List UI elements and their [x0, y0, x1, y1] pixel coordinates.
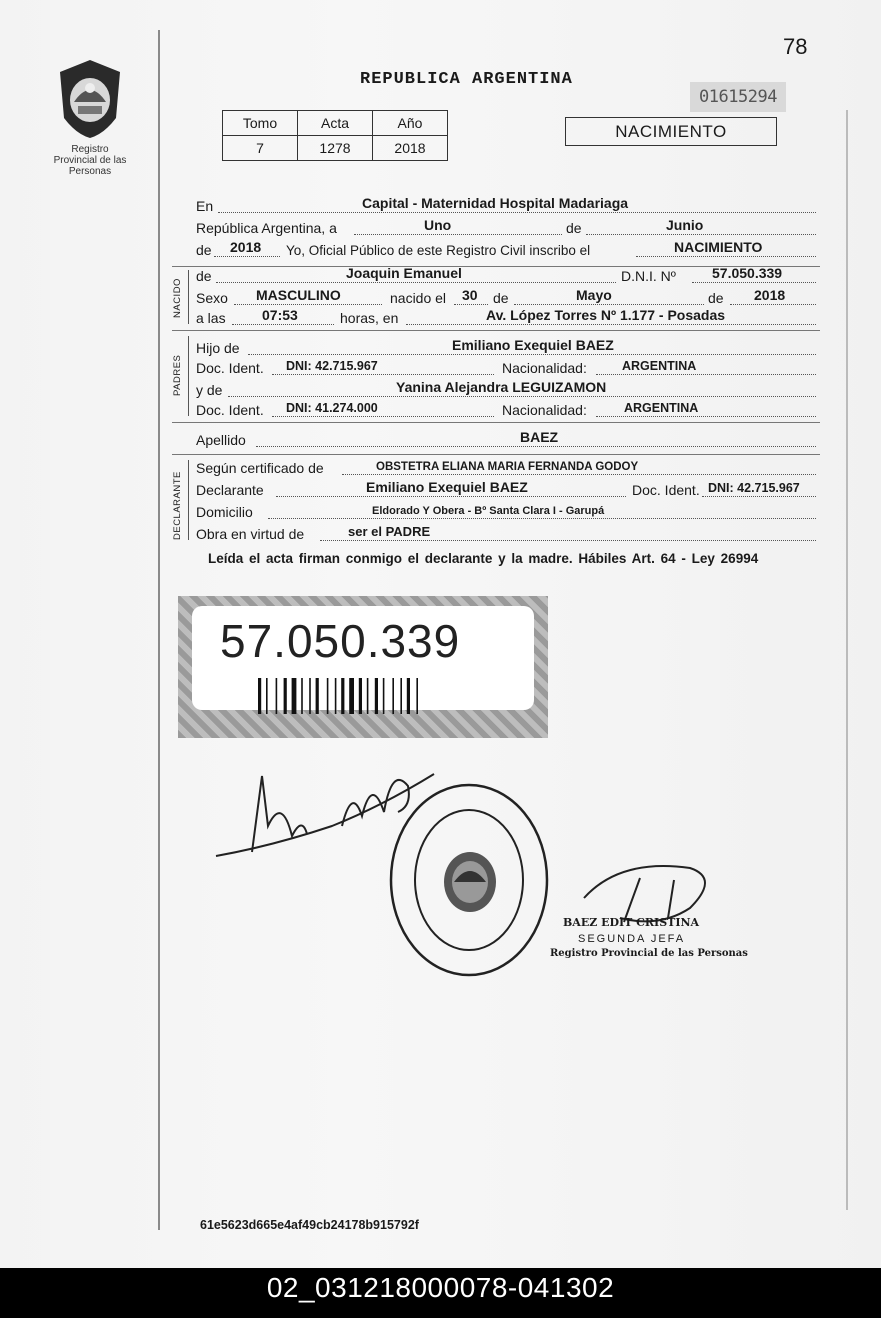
- registry-header-row: [223, 111, 448, 136]
- date-de-label: de: [566, 220, 582, 236]
- father-nationality-value: ARGENTINA: [622, 359, 697, 373]
- obra-label: Obra en virtud de: [196, 526, 305, 542]
- year-de-label: de: [196, 242, 212, 258]
- birth-year-de-label: de: [708, 290, 724, 306]
- child-name-value: Joaquin Emanuel: [346, 265, 462, 281]
- certificado-line: [196, 458, 816, 478]
- birth-year-value: 2018: [754, 287, 786, 303]
- separator: [172, 330, 820, 331]
- domicilio-label: Domicilio: [196, 504, 253, 520]
- country-title: REPUBLICA ARGENTINA: [360, 70, 573, 89]
- padres-bracket: [188, 336, 189, 416]
- birth-place-value: Av. López Torres Nº 1.177 - Posadas: [486, 307, 726, 323]
- birth-de-label: de: [493, 290, 509, 306]
- nacido-bracket: [188, 270, 189, 324]
- certificado-label: Según certificado de: [196, 460, 324, 476]
- domicilio-value: Eldorado Y Obera - Bº Santa Clara I - Garupá: [372, 505, 605, 517]
- padres-side-label: PADRES: [172, 354, 183, 396]
- father-name-value: Emiliano Exequiel BAEZ: [452, 337, 614, 353]
- id-sticker: [178, 596, 548, 738]
- child-dni-value: 57.050.339: [712, 265, 783, 281]
- obra-value: ser el PADRE: [348, 524, 431, 539]
- acta-header: Acta: [298, 111, 373, 136]
- apellido-line: [196, 430, 816, 450]
- province-logo: [50, 58, 130, 177]
- official-seal-icon: [388, 782, 550, 978]
- acta-type-box: NACIMIENTO: [565, 117, 777, 146]
- nacido-el-label: nacido el: [390, 290, 447, 306]
- id-sticker-number: 57.050.339: [220, 615, 461, 667]
- apellido-label: Apellido: [196, 432, 246, 448]
- father-doc-label: Doc. Ident.: [196, 360, 264, 376]
- acta-value: 1278: [298, 136, 373, 161]
- mother-doc-line: [196, 400, 816, 420]
- birth-date-line: [196, 288, 816, 308]
- sexo-value: MASCULINO: [256, 287, 341, 303]
- father-doc-value: DNI: 42.715.967: [286, 359, 378, 373]
- birth-month-value: Mayo: [576, 287, 612, 303]
- official-title: SEGUNDA JEFA: [578, 933, 686, 945]
- logo-caption: Registro Provincial de las Personas: [53, 144, 127, 177]
- place-line: [196, 196, 816, 216]
- a-las-label: a las: [196, 310, 226, 326]
- mother-doc-label: Doc. Ident.: [196, 402, 264, 418]
- left-margin-line: [158, 30, 160, 1230]
- declarante-value: Emiliano Exequiel BAEZ: [366, 479, 528, 495]
- right-margin-line: [846, 110, 848, 1210]
- closing-statement: Leída el acta firman conmigo el declarante y la madre. Hábiles Art. 64 - Ley 26994: [208, 551, 759, 566]
- year-line: [196, 240, 816, 260]
- declarante-label: Declarante: [196, 482, 264, 498]
- registry-value-row: [223, 136, 448, 161]
- mother-name-value: Yanina Alejandra LEGUIZAMON: [396, 379, 607, 395]
- declarante-side-label: DECLARANTE: [172, 471, 183, 540]
- birth-time-value: 07:53: [262, 307, 298, 323]
- horas-en-label: horas, en: [340, 310, 399, 326]
- anio-header: Año: [373, 111, 448, 136]
- nacido-de-label: de: [196, 268, 212, 284]
- mother-line: [196, 380, 816, 400]
- place-value: Capital - Maternidad Hospital Madariaga: [362, 195, 629, 211]
- republica-label: República Argentina, a: [196, 220, 337, 236]
- official-name: BAEZ EDIT CRISTINA: [563, 916, 700, 929]
- mother-nationality-value: ARGENTINA: [624, 401, 699, 415]
- registry-table: [222, 110, 448, 161]
- mother-doc-value: DNI: 41.274.000: [286, 401, 378, 415]
- domicilio-line: [196, 502, 816, 522]
- obra-line: [196, 524, 816, 544]
- dni-label: D.N.I. Nº: [621, 268, 676, 284]
- serial-number-stamp: 01615294: [690, 82, 786, 112]
- birth-place-line: [196, 308, 816, 328]
- father-nationality-label: Nacionalidad:: [502, 360, 587, 376]
- anio-value: 2018: [373, 136, 448, 161]
- separator: [172, 422, 820, 423]
- nacido-side-label: NACIDO: [172, 278, 183, 318]
- tomo-value: 7: [223, 136, 298, 161]
- barcode-icon: [258, 678, 470, 714]
- certificado-value: OBSTETRA ELIANA MARIA FERNANDA GODOY: [376, 461, 639, 473]
- document-hash: 61e5623d665e4af49cb24178b915792f: [200, 1218, 419, 1232]
- province-coat-of-arms-icon: [54, 58, 126, 140]
- oficial-text: Yo, Oficial Público de este Registro Civil inscribo el: [286, 243, 591, 258]
- declarante-line: [196, 480, 816, 500]
- child-name-line: [196, 266, 816, 286]
- y-de-label: y de: [196, 382, 223, 398]
- birth-day-value: 30: [462, 287, 478, 303]
- file-caption: 02_031218000078-041302: [0, 1268, 881, 1318]
- en-label: En: [196, 198, 214, 214]
- month-value: Junio: [666, 217, 704, 233]
- day-value: Uno: [424, 217, 452, 233]
- mother-nationality-label: Nacionalidad:: [502, 402, 587, 418]
- sexo-label: Sexo: [196, 290, 228, 306]
- apellido-value: BAEZ: [520, 429, 559, 445]
- hijo-de-label: Hijo de: [196, 340, 240, 356]
- page-number: 78: [783, 34, 808, 59]
- id-sticker-inner: [192, 606, 534, 710]
- father-doc-line: [196, 358, 816, 378]
- year-value: 2018: [230, 239, 262, 255]
- declarante-doc-label: Doc. Ident.: [632, 482, 700, 498]
- date-line: [196, 218, 816, 238]
- official-organization: Registro Provincial de las Personas: [550, 948, 748, 959]
- declarante-bracket: [188, 460, 189, 540]
- act-name-value: NACIMIENTO: [674, 239, 763, 255]
- separator: [172, 454, 820, 455]
- declarante-doc-value: DNI: 42.715.967: [708, 481, 800, 495]
- father-line: [196, 338, 816, 358]
- tomo-header: Tomo: [223, 111, 298, 136]
